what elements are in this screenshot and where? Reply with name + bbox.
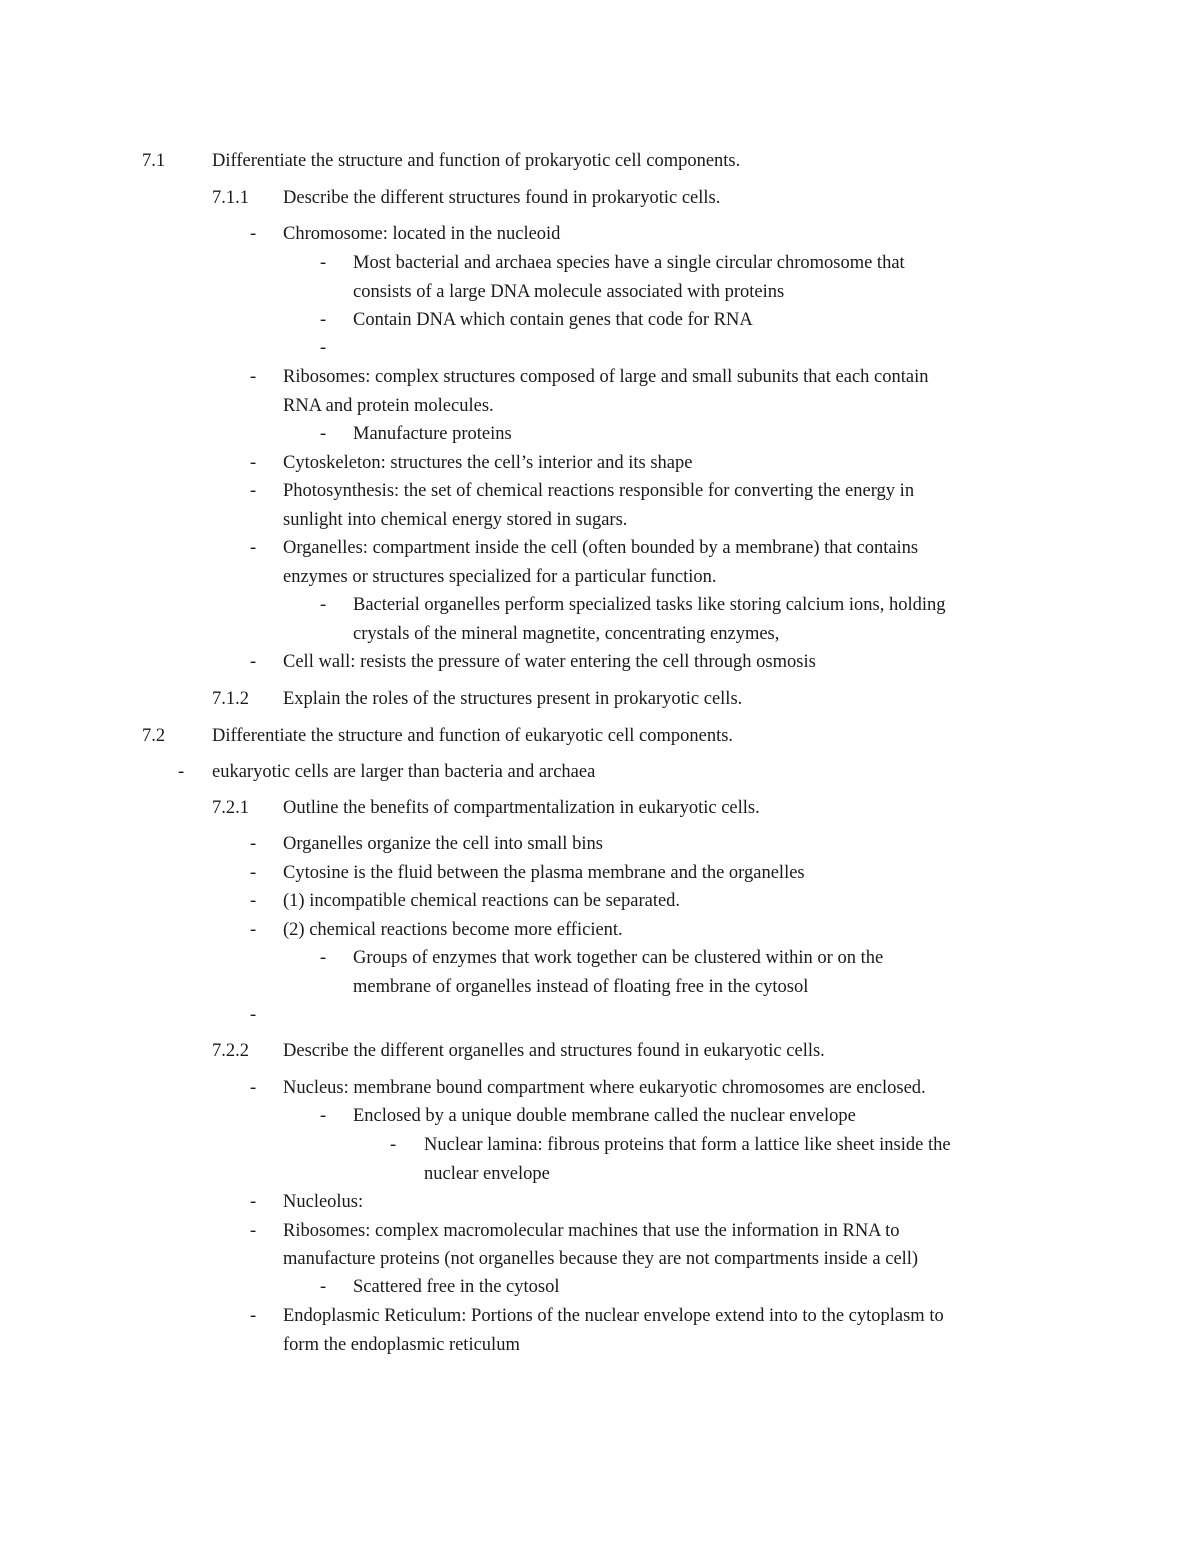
bullet-text: Nucleolus: — [283, 1192, 364, 1212]
section-heading: Differentiate the structure and function of prokaryotic cell components. — [212, 151, 741, 171]
bullet-dash: - — [250, 538, 257, 558]
subsection-number: 7.1.2 — [212, 689, 249, 709]
subsection-heading: Outline the benefits of compartmentalization in eukaryotic cells. — [283, 798, 760, 818]
bullet-dash: - — [250, 834, 257, 854]
bullet-text-cont: consists of a large DNA molecule associated with proteins — [353, 282, 785, 302]
bullet-dash: - — [250, 863, 257, 883]
bullet-text-cont: RNA and protein molecules. — [283, 396, 494, 416]
bullet-text: Manufacture proteins — [353, 424, 512, 444]
bullet-text: Enclosed by a unique double membrane called the nuclear envelope — [353, 1106, 856, 1126]
bullet-dash: - — [390, 1135, 397, 1155]
bullet-text: Bacterial organelles perform specialized tasks like storing calcium ions, holding — [353, 595, 946, 615]
bullet-dash: - — [320, 253, 327, 273]
bullet-text: Contain DNA which contain genes that code for RNA — [353, 310, 753, 330]
bullet-text: Nuclear lamina: fibrous proteins that form a lattice like sheet inside the — [424, 1135, 951, 1155]
bullet-dash: - — [250, 1078, 257, 1098]
bullet-dash-empty: - — [320, 338, 327, 358]
bullet-text: Cytosine is the fluid between the plasma membrane and the organelles — [283, 863, 805, 883]
bullet-dash: - — [250, 367, 257, 387]
bullet-text: Chromosome: located in the nucleoid — [283, 224, 561, 244]
bullet-dash: - — [250, 1192, 257, 1212]
bullet-text: Organelles: compartment inside the cell (often bounded by a membrane) that contains — [283, 538, 919, 558]
bullet-dash: - — [250, 453, 257, 473]
bullet-text: (1) incompatible chemical reactions can be separated. — [283, 891, 681, 911]
bullet-text: eukaryotic cells are larger than bacteria and archaea — [212, 762, 596, 782]
bullet-text: Most bacterial and archaea species have a single circular chromosome that — [353, 253, 905, 273]
section-heading: Differentiate the structure and function of eukaryotic cell components. — [212, 726, 734, 746]
bullet-dash: - — [250, 1306, 257, 1326]
bullet-dash: - — [320, 310, 327, 330]
bullet-text-cont: membrane of organelles instead of floating free in the cytosol — [353, 977, 809, 997]
section-number: 7.2 — [142, 726, 166, 746]
bullet-text-cont: form the endoplasmic reticulum — [283, 1335, 520, 1355]
bullet-dash: - — [320, 424, 327, 444]
subsection-number: 7.1.1 — [212, 188, 249, 208]
section-number: 7.1 — [142, 151, 166, 171]
bullet-text: Cytoskeleton: structures the cell’s interior and its shape — [283, 453, 693, 473]
bullet-dash: - — [250, 920, 257, 940]
bullet-text: (2) chemical reactions become more efficient. — [283, 920, 623, 940]
bullet-text: Endoplasmic Reticulum: Portions of the nuclear envelope extend into to the cytoplasm to — [283, 1306, 944, 1326]
subsection-heading: Explain the roles of the structures present in prokaryotic cells. — [283, 689, 743, 709]
bullet-text: Scattered free in the cytosol — [353, 1277, 560, 1297]
bullet-text: Ribosomes: complex structures composed of large and small subunits that each contain — [283, 367, 929, 387]
bullet-text: Nucleus: membrane bound compartment where eukaryotic chromosomes are enclosed. — [283, 1078, 926, 1098]
bullet-dash: - — [250, 224, 257, 244]
bullet-text: Cell wall: resists the pressure of water entering the cell through osmosis — [283, 652, 816, 672]
subsection-heading: Describe the different structures found in prokaryotic cells. — [283, 188, 721, 208]
bullet-dash-empty: - — [250, 1005, 257, 1025]
bullet-text-cont: crystals of the mineral magnetite, concentrating enzymes, — [353, 624, 780, 644]
bullet-text: Organelles organize the cell into small bins — [283, 834, 603, 854]
bullet-dash: - — [178, 762, 185, 782]
bullet-dash: - — [320, 1106, 327, 1126]
bullet-text-cont: sunlight into chemical energy stored in sugars. — [283, 510, 628, 530]
bullet-text-cont: nuclear envelope — [424, 1164, 550, 1184]
bullet-text-cont: enzymes or structures specialized for a particular function. — [283, 567, 717, 587]
subsection-number: 7.2.1 — [212, 798, 249, 818]
bullet-dash: - — [250, 652, 257, 672]
bullet-dash: - — [250, 481, 257, 501]
subsection-heading: Describe the different organelles and structures found in eukaryotic cells. — [283, 1041, 825, 1061]
bullet-dash: - — [320, 595, 327, 615]
bullet-dash: - — [320, 948, 327, 968]
bullet-dash: - — [250, 891, 257, 911]
bullet-dash: - — [320, 1277, 327, 1297]
bullet-dash: - — [250, 1221, 257, 1241]
bullet-text-cont: manufacture proteins (not organelles because they are not compartments inside a cell) — [283, 1249, 919, 1269]
bullet-text: Photosynthesis: the set of chemical reactions responsible for converting the energy in — [283, 481, 915, 501]
bullet-text: Ribosomes: complex macromolecular machines that use the information in RNA to — [283, 1221, 900, 1241]
bullet-text: Groups of enzymes that work together can be clustered within or on the — [353, 948, 884, 968]
subsection-number: 7.2.2 — [212, 1041, 249, 1061]
